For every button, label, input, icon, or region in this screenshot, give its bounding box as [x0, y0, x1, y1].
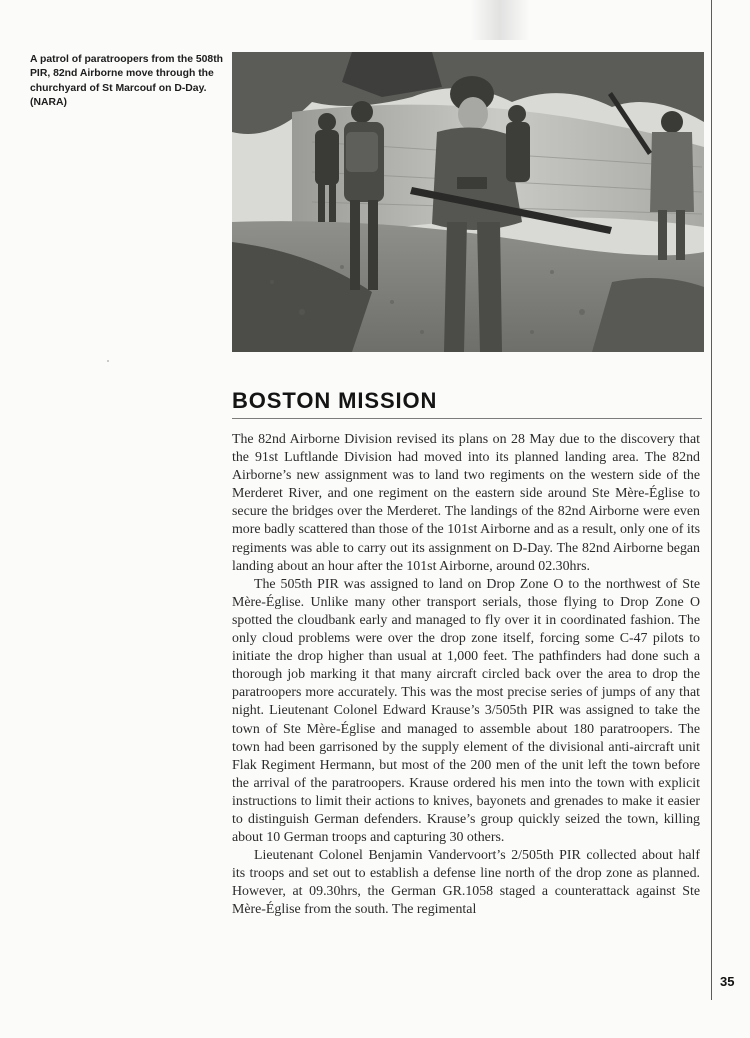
- photo-caption: A patrol of paratroopers from the 508th PIR, 82nd Airborne move through the churchyard of St Marcouf on D-Day. (NARA): [30, 54, 224, 109]
- article-body: [232, 431, 700, 920]
- paragraph: The 82nd Airborne Division revised its plans on 28 May due to the discovery that the 91st Luftlande Division had moved into its planned landing area. The 82nd Airborne’s new assignment was to land two regiments on the western side of the Merderet River, and one regiment on the eastern side around Ste Mère-Église to secure the bridges over the Merderet. The landings of the 82nd Airborne were even more badly scattered than those of the 101st Airborne and as a result, only one of its regiments was able to carry out its assignment on D-Day. The 82nd Airborne began landing about an hour after the 101st Airborne, around 02.30hrs.: [232, 432, 700, 574]
- heading-underline: [232, 418, 702, 419]
- margin-rule: [711, 0, 712, 1000]
- section-heading: BOSTON MISSION: [232, 388, 438, 413]
- paratroopers-photo: [232, 52, 704, 352]
- scan-shadow: [470, 0, 530, 40]
- page-number: 35: [720, 974, 735, 989]
- paragraph: Lieutenant Colonel Benjamin Vandervoort’s 2/505th PIR collected about half its troops and set out to establish a defense line north of the drop zone as planned. However, at 09.30hrs, the German GR.1058 staged a counterattack against Ste Mère-Église from the south. The regimental: [232, 848, 700, 918]
- paragraph: The 505th PIR was assigned to land on Drop Zone O to the northwest of Ste Mère-Église. Unlike many other transport serials, those flying to Drop Zone O spotted the cloudbank early and managed to fly over it in coordinated fashion. The only cloud problems were over the drop zone itself, forcing some C-47 pilots to initiate the drop higher than usual at 1,000 feet. The pathfinders had done such a thorough job marking it that many aircraft circled back over the area to drop the paratroopers more accurately. This was the most precise series of jumps of any that night. Lieutenant Colonel Edward Krause’s 3/505th PIR was assigned to take the town of Ste Mère-Église and managed to assemble about 180 paratroopers. The town had been garrisoned by the supply element of the divisional anti-aircraft unit Flak Regiment Hermann, but most of the 200 men of the unit left the town before the arrival of the paratroopers. Krause ordered his men into the town with explicit instructions to limit their actions to knives, bayonets and grenades to make it easier to distinguish German defenders. Krause’s group quickly seized the town, killing about 10 German troops and capturing 30 others.: [232, 576, 700, 846]
- scan-speck: [107, 360, 109, 362]
